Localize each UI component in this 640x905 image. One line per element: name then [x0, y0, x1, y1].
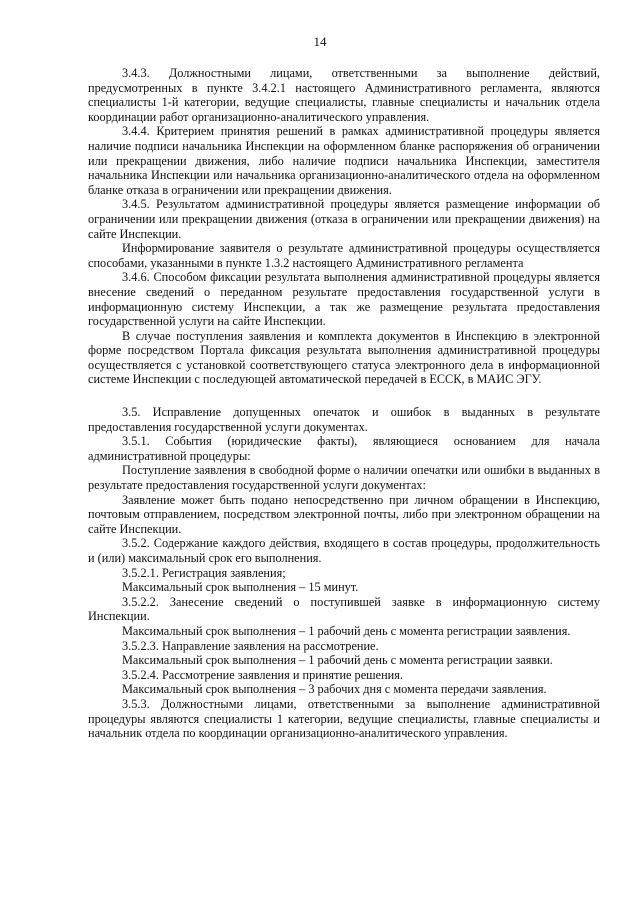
- paragraph-electronic-case: В случае поступления заявления и комплекта документов в Инспекцию в электронной форме посредством Портала фиксация результата выполнения административной процедуры осуществляется с установкой соответствующего статуса электронного дела в информационной системе Инспекции с последующей автоматической передачей в ЕССК, в МАИС ЭГУ.: [88, 328, 600, 387]
- document-body: [88, 66, 600, 741]
- paragraph-deadline-transfer: Максимальный срок выполнения – 3 рабочих дня с момента передачи заявления.: [122, 682, 547, 697]
- paragraph-application-receipt: Поступление заявления в свободной форме о наличии опечатки или ошибки в выданных в результате предоставления государственной услуги документах:: [88, 463, 600, 493]
- paragraph-informing: Информирование заявителя о результате административной процедуры осуществляется способами, указанными в пункте 1.3.2 настоящего Административного регламента: [88, 241, 600, 270]
- paragraph-3-5-2-3: 3.5.2.3. Направление заявления на рассмотрение.: [122, 638, 379, 653]
- paragraph-3-5-3: 3.5.3. Должностными лицами, ответственными за выполнение административной процедуры являются специалисты 1 категории, ведущие специалисты, главные специалисты и начальник отдела по координации организационно-аналитического управления.: [88, 696, 600, 741]
- paragraph-3-4-4: 3.4.4. Критерием принятия решений в рамках административной процедуры является наличие подписи начальника Инспекции на оформленном бланке распоряжения об ограничении или прекращении движения, либо наличие подписи начальника Инспекции, заместителя начальника Инспекции или начальника организационно-аналитического отдела на оформленном бланке отказа в ограничении или прекращении движения.: [88, 124, 600, 197]
- paragraph-submission-methods: Заявление может быть подано непосредственно при личном обращении в Инспекцию, почтовым отправлением, посредством электронной почты, либо при электронном обращении на сайте Инспекции.: [88, 492, 600, 536]
- paragraph-3-5-2-1: 3.5.2.1. Регистрация заявления;: [122, 565, 286, 580]
- paragraph-deadline-request: Максимальный срок выполнения – 1 рабочий день с момента регистрации заявки.: [122, 653, 553, 668]
- paragraph-3-4-6: 3.4.6. Способом фиксации результата выполнения административной процедуры является внесение сведений о переданном результате предоставления государственной услуги в информационную систему Инспекции, а так же размещение результата предоставления государственной услуги на сайте Инспекции.: [88, 270, 600, 329]
- paragraph-3-4-3: 3.4.3. Должностными лицами, ответственными за выполнение действий, предусмотренных в пункте 3.4.2.1 настоящего Административного регламента, являются специалисты 1-й категории, ведущие специалисты, главные специалисты и начальник отдела координации работ организационно-аналитического управления.: [88, 66, 600, 124]
- paragraph-3-5-2-4: 3.5.2.4. Рассмотрение заявления и принятие решения.: [122, 667, 403, 682]
- paragraph-3-5-2-2: 3.5.2.2. Занесение сведений о поступившей заявке в информационную систему Инспекции.: [88, 594, 600, 624]
- paragraph-3-5-2: 3.5.2. Содержание каждого действия, входящего в состав процедуры, продолжительность и (или) максимальный срок его выполнения.: [88, 536, 600, 565]
- paragraph-3-4-5: 3.4.5. Результатом административной процедуры является размещение информации об ограничении или прекращении движения (отказа в ограничении или прекращении движения) на сайте Инспекции.: [88, 197, 600, 241]
- paragraph-3-5: 3.5. Исправление допущенных опечаток и ошибок в выданных в результате предоставления государственной услуги документах.: [88, 405, 600, 434]
- page-number: 14: [313, 34, 327, 49]
- paragraph-deadline-15-min: Максимальный срок выполнения – 15 минут.: [122, 580, 359, 595]
- paragraph-3-5-1: 3.5.1. События (юридические факты), являющиеся основанием для начала административной процедуры:: [88, 434, 600, 463]
- paragraph-deadline-registration: Максимальный срок выполнения – 1 рабочий день с момента регистрации заявления.: [122, 623, 571, 638]
